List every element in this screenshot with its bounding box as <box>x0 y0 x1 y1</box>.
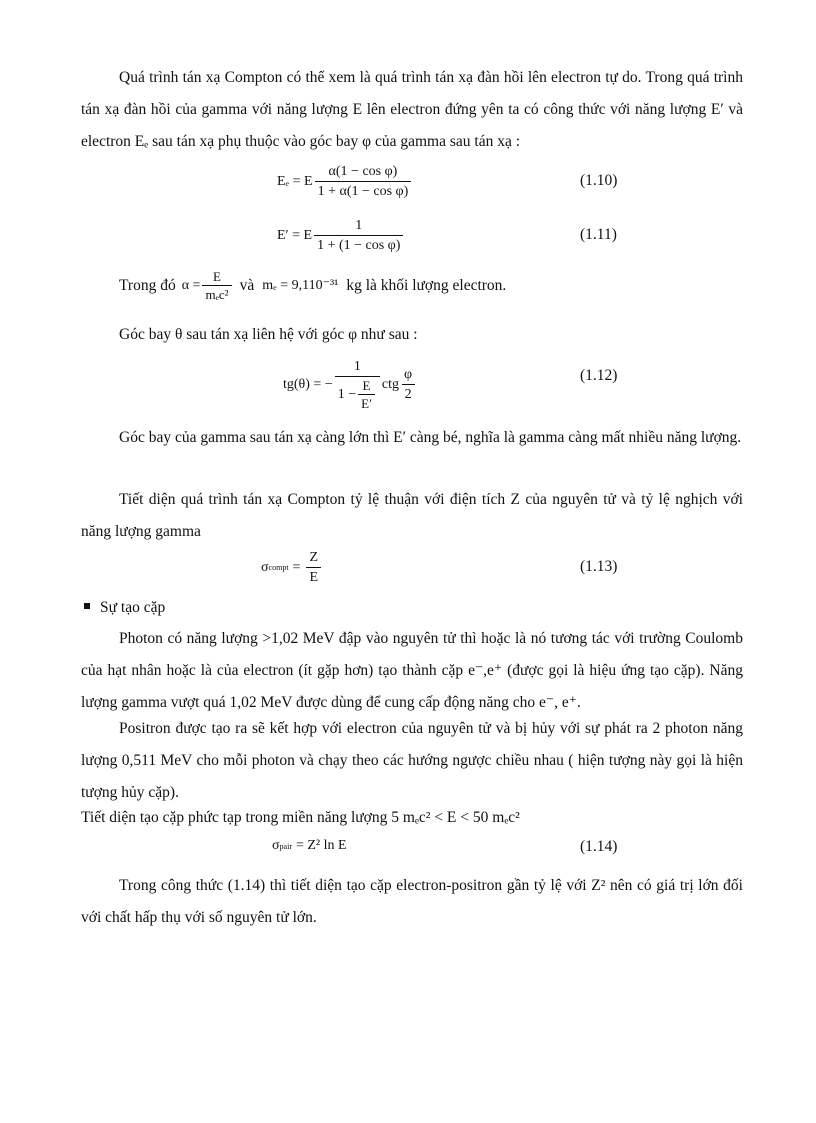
equation-1-10 <box>277 163 413 200</box>
eq-angle-numerator: φ <box>404 367 413 382</box>
eq-numerator: 1 <box>353 359 361 374</box>
eq-sigma-subscript: compt <box>268 563 289 572</box>
eq-ctg: ctg <box>381 376 400 392</box>
alpha-intro-text: Trong đó <box>119 276 176 294</box>
equation-1-12 <box>283 358 417 411</box>
bullet-pair-production <box>84 598 165 618</box>
eq-denominator: 1 + (1 − cos φ) <box>314 235 403 254</box>
eq-denominator: E <box>306 567 321 586</box>
eq-fraction-angle <box>401 366 415 403</box>
eq-inner-fraction <box>358 378 375 411</box>
eq-sigma: σ <box>272 838 280 853</box>
eq-denominator <box>335 376 380 411</box>
paragraph-pair-production: Photon có năng lượng >1,02 MeV đập vào nguyên tử thì hoặc là nó tương tác với trường Coulomb của hạt nhân hoặc là của electron (ít gặp hơn) tạo thành cặp e⁻,e⁺ (được gọi là hiệu ứng tạo cặp). Năng lượng gamma vượt quá 1,02 MeV được dùng để cung cấp động năng cho e⁻, e⁺. <box>81 630 743 711</box>
paragraph-pair-cross-section: Tiết diện tạo cặp phức tạp trong miền năng lượng 5 mₑc² < E < 50 mₑc² <box>81 809 520 826</box>
equation-number-1-13: (1.13) <box>580 558 618 575</box>
eq-sigma-subscript: pair <box>279 841 292 851</box>
paragraph-angle-relation: Góc bay θ sau tán xạ liên hệ với góc φ như sau : <box>119 326 418 343</box>
eq-lhs: E′ = E <box>277 227 313 243</box>
eq-angle-denominator: 2 <box>402 384 415 403</box>
equation-number-1-14: (1.14) <box>580 838 618 855</box>
eq-equals: = <box>292 559 301 575</box>
equation-number-1-10: (1.10) <box>580 172 618 189</box>
eq-inner-denominator: E′ <box>358 394 375 411</box>
eq-numerator: 1 <box>355 218 363 233</box>
alpha-fraction <box>202 269 231 302</box>
eq-numerator: α(1 − cos φ) <box>328 164 398 179</box>
paragraph-compton-intro: Quá trình tán xạ Compton có thể xem là quá trình tán xạ đàn hồi lên electron tự do. Trong quá trình tán xạ đàn hồi của gamma với năng lượng E lên electron đứng yên ta có công thức với năng lượng E′ và electron Eₑ sau tán xạ phụ thuộc vào góc bay φ của gamma sau tán xạ : <box>81 69 743 150</box>
eq-lhs: tg(θ) = − <box>283 376 333 392</box>
equation-1-11 <box>277 217 405 254</box>
eq-fraction-outer <box>335 358 380 411</box>
eq-sigma: σ <box>261 559 269 575</box>
eq-numerator: Z <box>309 550 319 565</box>
eq-inner-numerator: E <box>362 378 371 393</box>
eq-lhs: Eₑ = E <box>277 173 313 189</box>
electron-mass-value: mₑ = 9,110⁻³¹ <box>262 278 339 293</box>
electron-mass-text: kg là khối lượng electron. <box>346 276 507 294</box>
paragraph-cross-section: Tiết diện quá trình tán xạ Compton tỷ lệ thuận với điện tích Z của nguyên tử và tỷ lệ nghịch với năng lượng gamma <box>81 491 743 540</box>
eq-fraction <box>315 163 412 200</box>
eq-den-prefix: 1 − <box>337 387 357 402</box>
alpha-denominator: mₑc² <box>202 285 231 302</box>
paragraph-positron: Positron được tạo ra sẽ kết hợp với electron của nguyên tử và bị hủy với sự phát ra 2 photon năng lượng 0,511 MeV cho mỗi photon và chạy theo các hướng ngược chiều nhau ( hiện tượng này gọi là hiện tượng hủy cặp). <box>81 720 743 801</box>
and-text: và <box>239 276 255 294</box>
eq-fraction <box>314 217 403 254</box>
alpha-lhs: α = <box>181 277 201 293</box>
equation-number-1-12: (1.12) <box>580 367 618 384</box>
square-bullet-icon <box>84 603 90 609</box>
paragraph-scatter-angle: Góc bay của gamma sau tán xạ càng lớn thì E′ càng bé, nghĩa là gamma càng mất nhiều năng lượng. <box>119 429 742 446</box>
bullet-label: Sự tạo cặp <box>100 599 166 616</box>
eq-fraction <box>306 549 321 586</box>
equation-1-13 <box>261 549 323 586</box>
alpha-definition-line <box>119 269 506 302</box>
equation-number-1-11: (1.11) <box>580 226 617 243</box>
eq-rhs: = Z² ln E <box>295 838 347 853</box>
paragraph-conclusion: Trong công thức (1.14) thì tiết diện tạo cặp electron-positron gần tỷ lệ với Z² nên có giá trị lớn đối với chất hấp thụ với số nguyên tử lớn. <box>81 877 743 926</box>
eq-denominator: 1 + α(1 − cos φ) <box>315 181 412 200</box>
equation-1-14 <box>272 838 347 854</box>
alpha-numerator: E <box>213 269 221 284</box>
